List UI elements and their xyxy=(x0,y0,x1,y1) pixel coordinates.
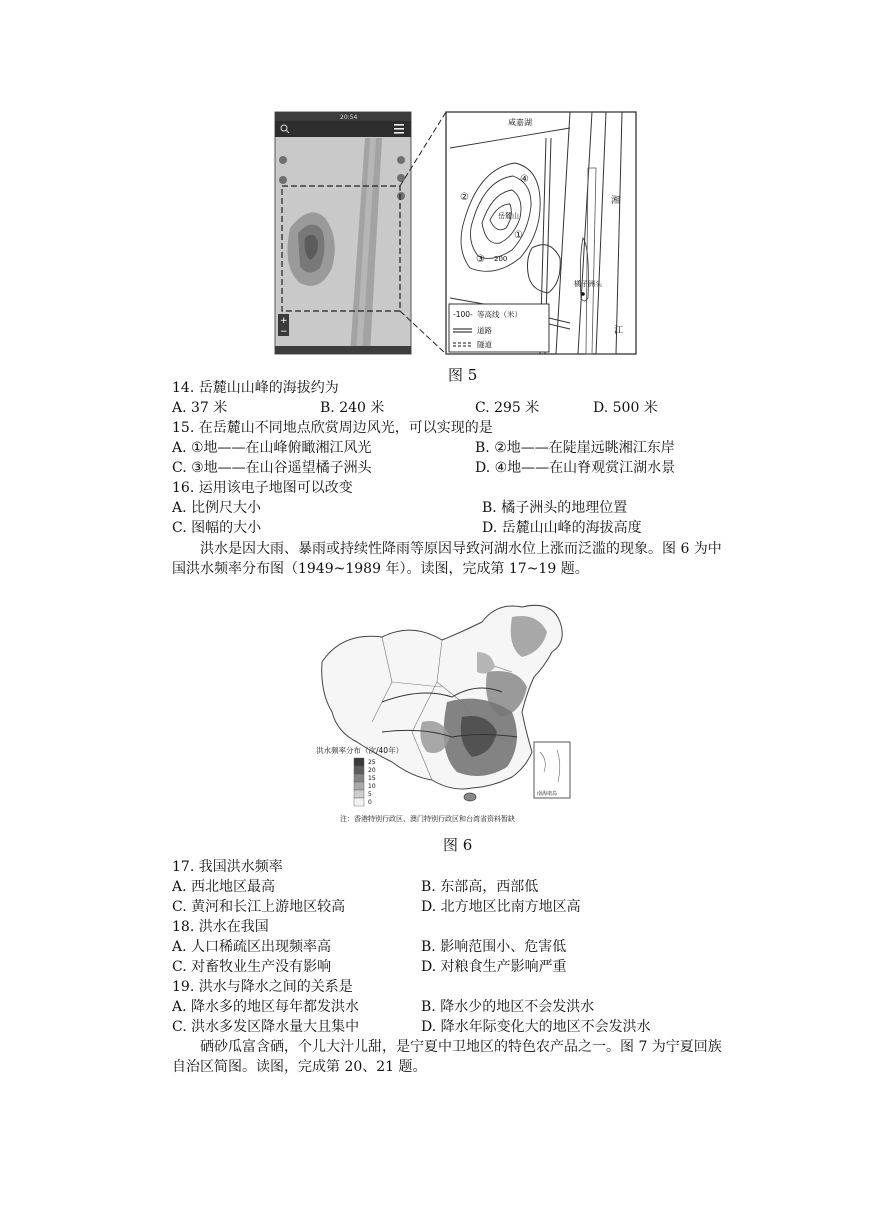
q15-option-c: C. ③地——在山谷遥望橘子洲头 xyxy=(172,460,372,476)
intro-melon-line1: 硒砂瓜富含硒，个儿大汁儿甜，是宁夏中卫地区的特色农产品之一。图 7 为宁夏回族 xyxy=(200,1039,722,1055)
q17-option-b: B. 东部高，西部低 xyxy=(421,879,539,895)
zoom-out-button[interactable]: − xyxy=(280,327,288,337)
river-label-2: 江 xyxy=(614,326,624,336)
zoom-in-button[interactable]: + xyxy=(280,316,288,326)
figure-6-caption: 图 6 xyxy=(443,836,473,854)
flood-map-note: 注：香港特别行政区、澳门特别行政区和台湾省资料暂缺 xyxy=(340,815,515,823)
south-sea-inset xyxy=(534,742,570,798)
contour-map xyxy=(446,112,636,354)
menu-icon[interactable] xyxy=(394,124,404,134)
q18-option-d: D. 对粮食生产影响严重 xyxy=(421,959,567,975)
q18-stem: 18. 洪水在我国 xyxy=(172,919,269,935)
q17-option-c: C. 黄河和长江上游地区较高 xyxy=(172,899,346,915)
q18-option-a: A. 人口稀疏区出现频率高 xyxy=(172,939,332,955)
q17-option-a: A. 西北地区最高 xyxy=(172,879,276,895)
legend-contour-symbol: -100- xyxy=(453,310,473,319)
q17-stem: 17. 我国洪水频率 xyxy=(172,859,283,875)
location-button[interactable] xyxy=(279,176,287,184)
phone-time: 20:54 xyxy=(340,114,358,121)
lake-label: 咸嘉湖 xyxy=(508,118,532,127)
river-label: 湘 xyxy=(611,196,621,206)
q19-option-c: C. 洪水多发区降水量大且集中 xyxy=(172,1019,360,1035)
legend-swatch xyxy=(354,798,364,806)
legend-contour-label: 等高线（米） xyxy=(477,310,522,319)
q15-option-d: D. ④地——在山脊观赏江湖水景 xyxy=(475,460,676,476)
q15-option-a: A. ①地——在山峰俯瞰湘江风光 xyxy=(172,440,372,456)
intro-flood-line1: 洪水是因大雨、暴雨或持续性降雨等原因导致河湖水位上涨而泛滥的现象。图 6 为中 xyxy=(200,541,722,557)
q19-stem: 19. 洪水与降水之间的关系是 xyxy=(172,979,353,995)
legend-swatch xyxy=(354,774,364,782)
figure-5-graphic xyxy=(270,108,640,358)
legend-value: 5 xyxy=(368,791,372,798)
tool-button[interactable] xyxy=(397,174,405,182)
q18-option-b: B. 影响范围小、危害低 xyxy=(421,939,567,955)
marker-3: ③ xyxy=(476,254,485,265)
q17-option-d: D. 北方地区比南方地区高 xyxy=(421,899,581,915)
q19-option-a: A. 降水多的地区每年都发洪水 xyxy=(172,999,360,1015)
legend-road-label: 道路 xyxy=(477,326,492,335)
q15-stem: 15. 在岳麓山不同地点欣赏周边风光，可以实现的是 xyxy=(172,420,493,436)
figure-6 xyxy=(312,592,574,830)
legend-value: 0 xyxy=(368,799,372,806)
q16-option-a: A. 比例尺大小 xyxy=(172,500,262,516)
legend-value: 20 xyxy=(368,767,376,774)
q16-option-c: C. 图幅的大小 xyxy=(172,520,262,536)
phone-screenshot xyxy=(275,112,446,354)
layer-button[interactable] xyxy=(279,156,287,164)
marker-2: ② xyxy=(460,192,469,203)
legend-value: 15 xyxy=(368,775,376,782)
legend-value: 25 xyxy=(368,759,376,766)
q14-option-c: C. 295 米 xyxy=(475,400,540,416)
legend-swatch xyxy=(354,766,364,774)
q14-option-a: A. 37 米 xyxy=(172,400,228,416)
q19-option-d: D. 降水年际变化大的地区不会发洪水 xyxy=(421,1019,651,1035)
figure-5 xyxy=(270,108,640,358)
q15-option-b: B. ②地——在陡崖远眺湘江东岸 xyxy=(475,440,675,456)
peak-label: 岳麓山 xyxy=(498,212,519,220)
legend-swatch xyxy=(354,758,364,766)
island-label: 橘子洲头 xyxy=(574,280,602,288)
q16-option-b: B. 橘子洲头的地理位置 xyxy=(482,500,628,516)
legend-swatch xyxy=(354,790,364,798)
legend-value: 10 xyxy=(368,783,376,790)
q19-option-b: B. 降水少的地区不会发洪水 xyxy=(421,999,595,1015)
q14-option-d: D. 500 米 xyxy=(593,400,658,416)
marker-4: ④ xyxy=(520,174,529,185)
q14-option-b: B. 240 米 xyxy=(320,400,385,416)
q18-option-c: C. 对畜牧业生产没有影响 xyxy=(172,959,332,975)
legend-swatch xyxy=(354,782,364,790)
compass-button[interactable] xyxy=(397,156,405,164)
q16-stem: 16. 运用该电子地图可以改变 xyxy=(172,480,353,496)
legend-tunnel-label: 隧道 xyxy=(477,340,492,349)
measure-button[interactable] xyxy=(397,192,405,200)
contour-200-label: 200 xyxy=(494,255,508,263)
q16-option-d: D. 岳麓山山峰的海拔高度 xyxy=(482,520,642,536)
intro-melon-line2: 自治区简图。读图，完成第 20、21 题。 xyxy=(172,1059,427,1075)
intro-flood-line2: 国洪水频率分布图（1949~1989 年）。读图，完成第 17~19 题。 xyxy=(172,561,589,577)
china-flood-map xyxy=(312,592,574,830)
flood-legend-swatches xyxy=(354,758,376,806)
q14-stem: 14. 岳麓山山峰的海拔约为 xyxy=(172,380,339,396)
figure-5-caption: 图 5 xyxy=(448,366,478,384)
marker-1: ① xyxy=(514,230,523,241)
flood-legend-title: 洪水频率分布（次/40年） xyxy=(316,746,404,755)
inset-label: 南海诸岛 xyxy=(537,791,558,797)
